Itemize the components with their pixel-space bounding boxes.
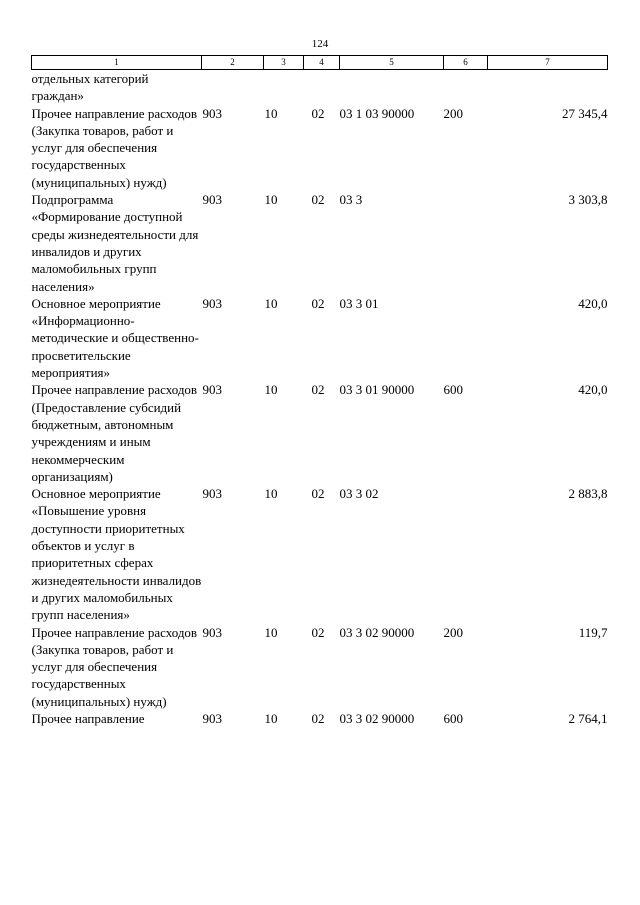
table-row — [32, 105, 608, 191]
row-expense-type: 200 — [443, 624, 463, 640]
row-name-cell: Прочее направление расходов (Закупка товаров, работ и услуг для обеспечения государственных (муниципальных) нужд) — [31, 105, 198, 190]
row-subsection-code: 02 — [311, 105, 325, 121]
budget-table — [31, 55, 608, 727]
row-target-article — [340, 70, 444, 105]
row-amount: 2 883,8 — [568, 486, 608, 502]
column-header: 6 — [444, 56, 488, 70]
column-header: 5 — [340, 56, 444, 70]
row-section-code: 10 — [264, 192, 278, 208]
page-number: 124 — [311, 38, 329, 50]
table-header — [32, 56, 608, 70]
table-row — [32, 485, 608, 623]
table-row — [32, 191, 608, 295]
row-expense-type: 600 — [443, 382, 463, 398]
row-subsection-code: 02 — [311, 295, 325, 311]
row-name-cell: Основное мероприятие «Повышение уровня доступности приоритетных объектов и услуг в приоритетных сферах жизнедеятельности инвалидов и других маломобильных групп населения» — [31, 486, 202, 623]
row-name-cell: отдельных категорий граждан» — [31, 71, 149, 104]
row-target-article: 03 3 01 — [339, 295, 379, 311]
row-name-cell: Подпрограмма «Формирование доступной среды жизнедеятельности для инвалидов и других маломобильных групп населения» — [31, 192, 199, 294]
row-ministry-code: 903 — [202, 382, 222, 398]
row-ministry-code: 903 — [202, 192, 222, 208]
table-row — [32, 624, 608, 710]
row-expense-type: 600 — [443, 710, 463, 726]
row-section-code: 10 — [264, 486, 278, 502]
row-ministry-code: 903 — [202, 710, 222, 726]
row-subsection-code: 02 — [311, 382, 325, 398]
row-target-article: 03 3 — [339, 192, 363, 208]
column-header: 4 — [304, 56, 340, 70]
row-amount: 27 345,4 — [562, 105, 608, 121]
row-ministry-code: 903 — [202, 486, 222, 502]
row-amount: 420,0 — [578, 295, 608, 311]
column-header: 7 — [488, 56, 608, 70]
row-amount — [488, 70, 608, 105]
row-name-cell: Основное мероприятие «Информационно-методические и общественно-просветительские мероприятия» — [31, 295, 199, 381]
row-target-article: 03 3 02 90000 — [339, 710, 415, 726]
row-subsection-code: 02 — [311, 486, 325, 502]
row-name-cell: Прочее направление — [31, 710, 145, 726]
row-name-cell: Прочее направление расходов (Закупка товаров, работ и услуг для обеспечения государственных (муниципальных) нужд) — [31, 624, 198, 709]
row-target-article: 03 3 02 — [339, 486, 379, 502]
row-amount: 2 764,1 — [568, 710, 608, 726]
table-row — [32, 381, 608, 485]
table-body — [32, 70, 608, 728]
row-ministry-code: 903 — [202, 624, 222, 640]
row-amount: 3 303,8 — [568, 192, 608, 208]
row-amount: 420,0 — [578, 382, 608, 398]
row-target-article: 03 3 02 90000 — [339, 624, 415, 640]
table-row — [32, 710, 608, 727]
column-header: 1 — [32, 56, 202, 70]
row-ministry-code: 903 — [202, 105, 222, 121]
row-section-code — [264, 70, 304, 105]
row-section-code: 10 — [264, 105, 278, 121]
row-expense-type — [444, 70, 488, 105]
table-row — [32, 295, 608, 381]
row-ministry-code: 903 — [202, 295, 222, 311]
row-subsection-code — [304, 70, 340, 105]
row-expense-type — [444, 191, 488, 295]
row-section-code: 10 — [264, 382, 278, 398]
column-header: 2 — [202, 56, 264, 70]
row-amount: 119,7 — [578, 624, 608, 640]
column-header: 3 — [264, 56, 304, 70]
row-expense-type — [444, 485, 488, 623]
row-expense-type — [444, 295, 488, 381]
row-section-code: 10 — [264, 710, 278, 726]
row-subsection-code: 02 — [311, 192, 325, 208]
row-expense-type: 200 — [443, 105, 463, 121]
row-subsection-code: 02 — [311, 624, 325, 640]
row-target-article: 03 3 01 90000 — [339, 382, 415, 398]
row-ministry-code — [202, 70, 264, 105]
table-row — [32, 70, 608, 105]
row-section-code: 10 — [264, 624, 278, 640]
row-section-code: 10 — [264, 295, 278, 311]
row-name-cell: Прочее направление расходов (Предоставление субсидий бюджетным, автономным учреждениям и иным некоммерческим организациям) — [31, 382, 198, 484]
row-subsection-code: 02 — [311, 710, 325, 726]
row-target-article: 03 1 03 90000 — [339, 105, 415, 121]
